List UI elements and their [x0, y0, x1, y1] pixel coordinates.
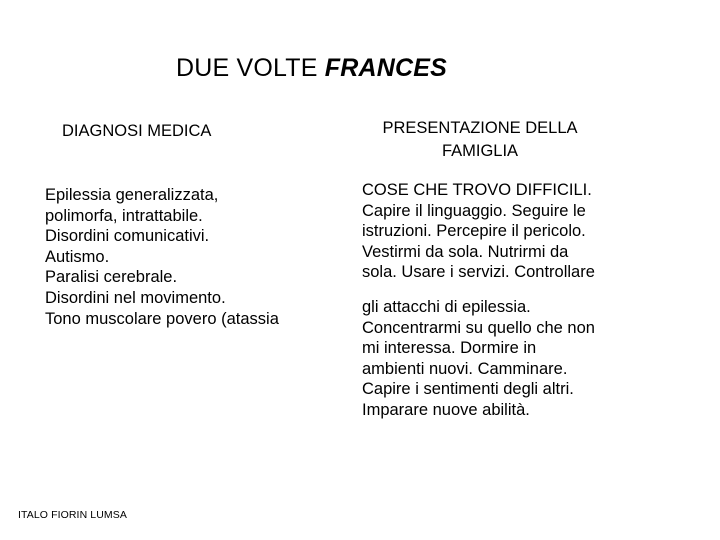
- diagnosis-line: polimorfa, intrattabile.: [45, 206, 203, 225]
- diagnosis-line: Disordini comunicativi.: [45, 227, 210, 246]
- slide-title-normal: DUE VOLTE: [176, 54, 325, 82]
- difficulty-line: Capire i sentimenti degli altri.: [362, 380, 574, 399]
- diagnosis-line: Disordini nel movimento.: [45, 288, 226, 307]
- difficulty-line: Imparare nuove abilità.: [362, 400, 530, 419]
- right-heading-line: PRESENTAZIONE DELLA: [382, 119, 578, 137]
- difficulty-line: sola. Usare i servizi. Controllare: [362, 263, 595, 282]
- diagnosis-line: Paralisi cerebrale.: [45, 268, 178, 287]
- author-footer: ITALO FIORIN LUMSA: [18, 509, 127, 521]
- difficulty-line: gli attacchi di epilessia.: [362, 297, 531, 316]
- slide-title: [176, 54, 447, 83]
- diagnosis-line: Epilessia generalizzata,: [45, 186, 219, 204]
- right-column-heading: [350, 117, 610, 163]
- difficulty-line: Capire il linguaggio. Seguire le: [362, 201, 586, 220]
- diagnosis-line: Autismo.: [45, 247, 110, 266]
- slide-title-emphasis: FRANCES: [324, 54, 448, 82]
- diagnosis-line: Tono muscolare povero (atassia: [45, 309, 279, 328]
- difficulty-line: Vestirmi da sola. Nutrirmi da: [362, 242, 569, 261]
- left-column-heading: DIAGNOSI MEDICA: [62, 122, 212, 140]
- difficulty-line: mi interessa. Dormire in: [362, 339, 537, 358]
- right-heading-line: FAMIGLIA: [441, 142, 519, 160]
- family-presentation-text: [362, 180, 662, 421]
- difficulty-line: Concentrarmi su quello che non: [362, 318, 595, 337]
- medical-diagnosis-list: [45, 185, 320, 329]
- difficulty-line: COSE CHE TROVO DIFFICILI.: [362, 181, 592, 199]
- difficulty-line: istruzioni. Percepire il pericolo.: [362, 222, 586, 241]
- difficulty-line: ambienti nuovi. Camminare.: [362, 359, 568, 378]
